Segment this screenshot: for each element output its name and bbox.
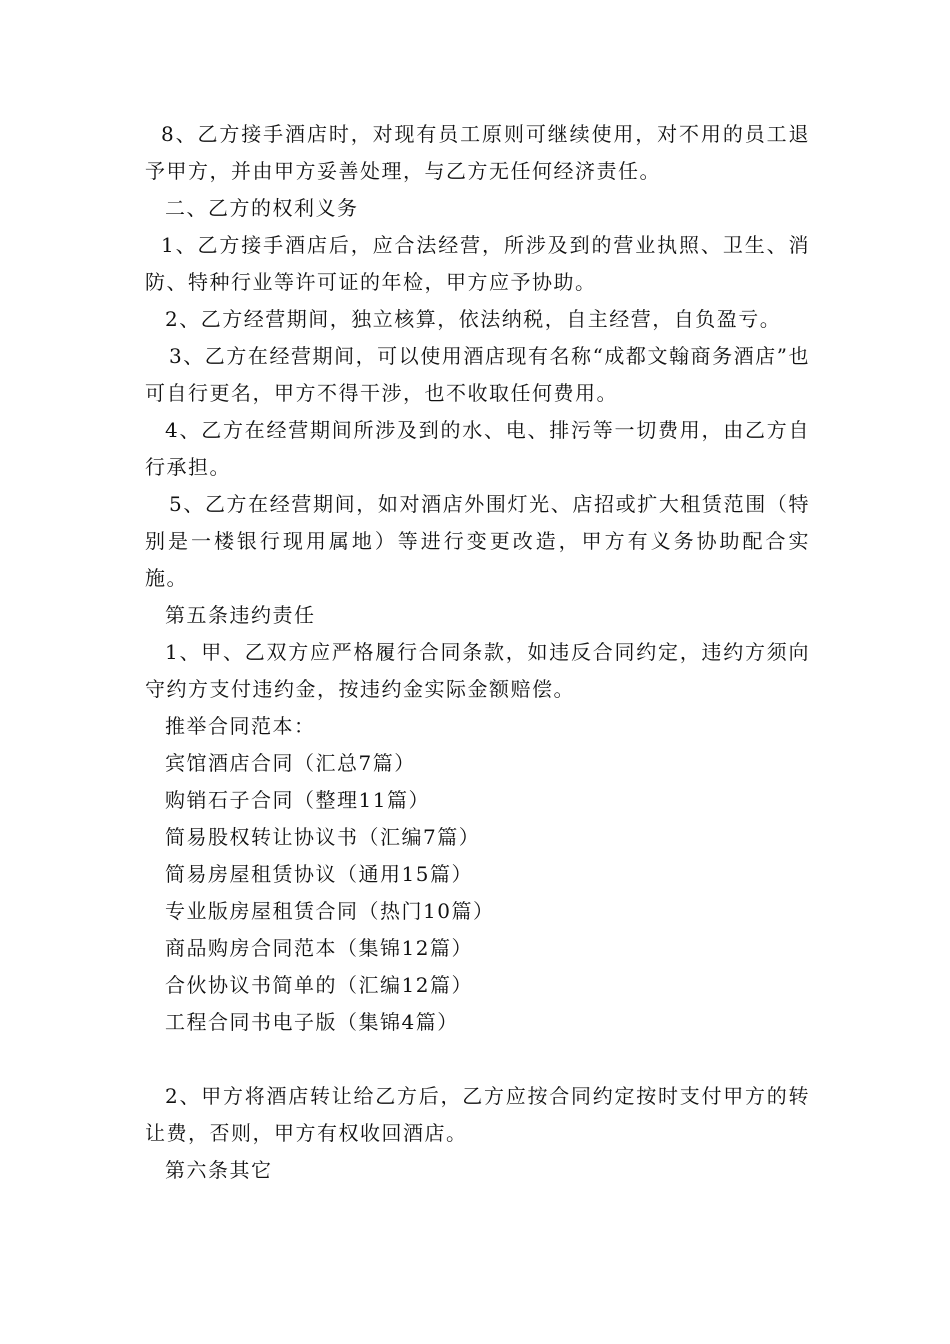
paragraph: 3、乙方在经营期间，可以使用酒店现有名称“成都文翰商务酒店”也可自行更名，甲方不得干涉，也不收取任何费用。 <box>145 344 810 405</box>
paragraph: 二、乙方的权利义务 <box>165 196 359 220</box>
paragraph: 5、乙方在经营期间，如对酒店外围灯光、店招或扩大租赁范围（特别是一楼银行现用属地）等进行变更改造，甲方有义务协助配合实施。 <box>145 492 810 590</box>
paragraph: 4、乙方在经营期间所涉及到的水、电、排污等一切费用，由乙方自行承担。 <box>145 418 810 479</box>
paragraph: 1、乙方接手酒店后，应合法经营，所涉及到的营业执照、卫生、消防、特种行业等许可证的年检，甲方应予协助。 <box>145 233 810 294</box>
paragraph: 8、乙方接手酒店时，对现有员工原则可继续使用，对不用的员工退予甲方，并由甲方妥善处理，与乙方无任何经济责任。 <box>145 122 810 183</box>
paragraph: 2、乙方经营期间，独立核算，依法纳税，自主经营，自负盈亏。 <box>165 307 782 331</box>
template-list-item: 工程合同书电子版（集锦4篇） <box>165 1010 459 1034</box>
paragraph: 2、甲方将酒店转让给乙方后，乙方应按合同约定按时支付甲方的转让费，否则，甲方有权收回酒店。 <box>145 1084 810 1145</box>
template-list-item: 购销石子合同（整理11篇） <box>165 788 430 812</box>
template-list-item: 宾馆酒店合同（汇总7篇） <box>165 751 416 775</box>
template-list-item: 专业版房屋租赁合同（热门10篇） <box>165 899 495 923</box>
template-list-item: 简易房屋租赁协议（通用15篇） <box>165 862 473 886</box>
paragraph: 第六条其它 <box>165 1158 273 1182</box>
template-list-item: 商品购房合同范本（集锦12篇） <box>165 936 473 960</box>
paragraph: 第五条违约责任 <box>165 603 316 627</box>
template-list-item: 合伙协议书简单的（汇编12篇） <box>165 973 473 997</box>
blank-line <box>145 1041 810 1078</box>
paragraph: 推举合同范本： <box>165 714 316 738</box>
document-body <box>145 116 810 1189</box>
paragraph: 1、甲、乙双方应严格履行合同条款，如违反合同约定，违约方须向守约方支付违约金，按违约金实际金额赔偿。 <box>145 640 810 701</box>
template-list-item: 简易股权转让协议书（汇编7篇） <box>165 825 481 849</box>
